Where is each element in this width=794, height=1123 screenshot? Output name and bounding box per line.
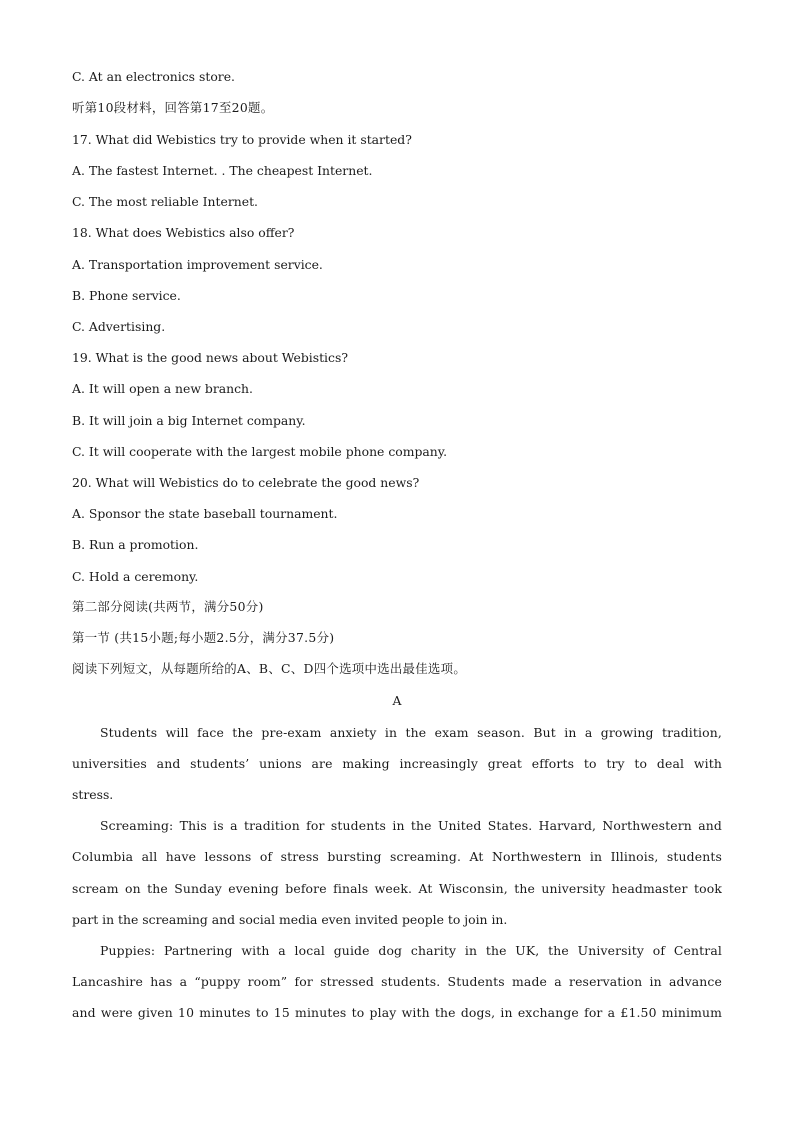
passage-line: stress. — [72, 787, 114, 802]
option-19c: C. It will cooperate with the largest mobile phone company. — [72, 444, 448, 459]
option-16c: C. At an electronics store. — [72, 69, 235, 84]
passage-label: A — [392, 693, 402, 708]
option-18a: A. Transportation improvement service. — [72, 257, 323, 272]
option-19b: B. It will join a big Internet company. — [72, 413, 306, 428]
passage-line: Puppies: Partnering with a local guide dog charity in the UK, the University of Central — [100, 943, 722, 958]
option-17a: A. The fastest Internet. . The cheapest Internet. — [72, 163, 373, 178]
passage-line: Students will face the pre-exam anxiety in the exam season. But in a growing tradition, — [100, 725, 722, 740]
question-20: 20. What will Webistics do to celebrate the good news? — [72, 475, 420, 490]
passage-line: universities and students’ unions are making increasingly great efforts to try to deal with — [72, 756, 722, 771]
question-17: 17. What did Webistics try to provide when it started? — [72, 132, 412, 147]
passage-line: scream on the Sunday evening before finals week. At Wisconsin, the university headmaster took — [72, 881, 722, 896]
reading-instruction: 阅读下列短文，从每题所给的A、B、C、D四个选项中选出最佳选项。 — [72, 661, 467, 676]
question-18: 18. What does Webistics also offer? — [72, 225, 295, 240]
option-20b: B. Run a promotion. — [72, 537, 199, 552]
option-17c: C. The most reliable Internet. — [72, 194, 258, 209]
section-one-heading: 第一节 (共15小题;每小题2.5分，满分37.5分) — [72, 630, 335, 645]
passage-line: part in the screaming and social media even invited people to join in. — [72, 912, 508, 927]
option-20a: A. Sponsor the state baseball tournament. — [72, 506, 338, 521]
option-18c: C. Advertising. — [72, 319, 166, 334]
option-19a: A. It will open a new branch. — [72, 381, 253, 396]
passage-line: Columbia all have lessons of stress bursting screaming. At Northwestern in Illinois, students — [72, 849, 722, 864]
section-instruction-10: 听第10段材料，回答第17至20题。 — [72, 100, 274, 115]
passage-line: and were given 10 minutes to 15 minutes to play with the dogs, in exchange for a £1.50 minimum — [72, 1005, 722, 1020]
passage-line: Lancashire has a “puppy room” for stressed students. Students made a reservation in advance — [72, 974, 722, 989]
option-18b: B. Phone service. — [72, 288, 181, 303]
part-two-heading: 第二部分阅读(共两节，满分50分) — [72, 599, 264, 614]
passage-line: Screaming: This is a tradition for students in the United States. Harvard, Northwestern and — [100, 818, 722, 833]
option-20c: C. Hold a ceremony. — [72, 569, 199, 584]
question-19: 19. What is the good news about Webistics? — [72, 350, 348, 365]
